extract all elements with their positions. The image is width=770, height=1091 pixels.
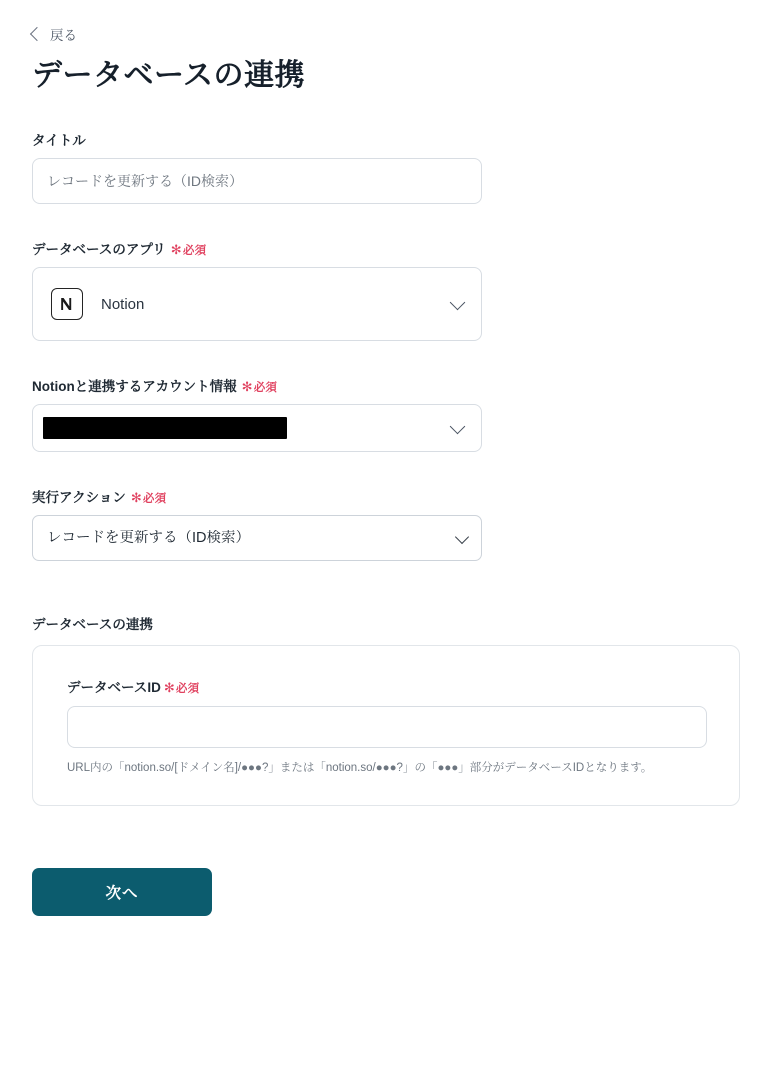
- field-account-label-text: Notionと連携するアカウント情報: [32, 379, 237, 394]
- database-id-required: [164, 680, 200, 696]
- submit-row: [32, 868, 738, 916]
- asterisk-icon: ✻: [163, 680, 175, 695]
- chevron-down-icon: [450, 419, 466, 435]
- action-select-wrapper: [32, 515, 482, 561]
- field-action-required-text: 必須: [142, 493, 167, 505]
- chevron-left-icon: [30, 27, 44, 41]
- back-link-label: 戻る: [50, 28, 77, 43]
- title-input-value: レコードを更新する（ID検索）: [47, 173, 243, 189]
- field-account-label: [32, 375, 738, 395]
- field-title: [32, 129, 738, 204]
- field-action-required: [131, 490, 167, 506]
- field-action: [32, 486, 738, 561]
- database-id-help: URL内の「notion.so/[ドメイン名]/●●●?」または「notion.so/●●●?」の「●●●」部分がデータベースIDとなります。: [67, 762, 653, 774]
- title-input[interactable]: [32, 158, 482, 204]
- app-select[interactable]: [32, 267, 482, 341]
- field-action-label: [32, 486, 738, 506]
- database-id-label-text: データベースID: [67, 680, 161, 695]
- database-card: [32, 645, 740, 806]
- chevron-down-icon: [450, 295, 466, 311]
- field-account-required-text: 必須: [253, 382, 278, 394]
- page-title: データベースの連携: [32, 59, 305, 92]
- database-section: [32, 613, 738, 806]
- field-app-required: [171, 242, 207, 258]
- database-id-required-text: 必須: [175, 683, 200, 695]
- field-title-label: [32, 129, 738, 149]
- field-app: [32, 238, 738, 341]
- back-link[interactable]: [32, 24, 77, 44]
- field-app-label-text: データベースのアプリ: [32, 242, 166, 257]
- field-title-label-text: タイトル: [32, 133, 86, 148]
- field-app-label: [32, 238, 738, 258]
- database-section-title: データベースの連携: [32, 617, 153, 632]
- database-id-input[interactable]: [67, 706, 707, 748]
- account-select-value-redacted: [43, 417, 287, 439]
- field-account: [32, 375, 738, 452]
- notion-icon: [51, 288, 83, 320]
- account-select[interactable]: [32, 404, 482, 452]
- next-button[interactable]: 次へ: [32, 868, 212, 916]
- asterisk-icon: ✻: [130, 490, 142, 505]
- action-select[interactable]: [32, 515, 482, 561]
- field-account-required: [242, 379, 278, 395]
- database-id-label: [67, 676, 705, 696]
- app-select-value: Notion: [101, 295, 145, 313]
- field-action-label-text: 実行アクション: [32, 490, 126, 505]
- asterisk-icon: ✻: [170, 242, 182, 257]
- field-app-required-text: 必須: [182, 245, 207, 257]
- asterisk-icon: ✻: [241, 379, 253, 394]
